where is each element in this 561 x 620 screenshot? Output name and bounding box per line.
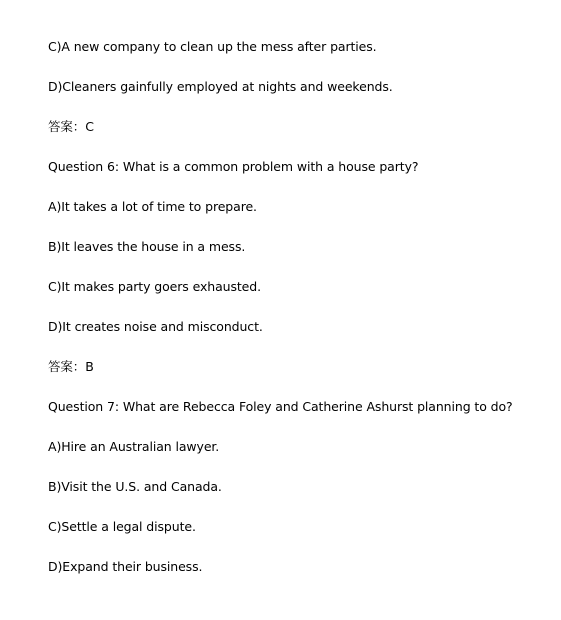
answer-q6: 答案：B: [48, 359, 94, 374]
option-b-q6: B)It leaves the house in a mess.: [48, 239, 246, 254]
option-c-q5: C)A new company to clean up the mess after parties.: [48, 39, 377, 54]
question-6: Question 6: What is a common problem with a house party?: [48, 159, 419, 174]
option-d-q7: D)Expand their business.: [48, 559, 203, 574]
answer-q5: 答案：C: [48, 119, 94, 134]
option-a-q7: A)Hire an Australian lawyer.: [48, 439, 220, 454]
option-c-q6: C)It makes party goers exhausted.: [48, 279, 261, 294]
option-d-q6: D)It creates noise and misconduct.: [48, 319, 263, 334]
document-body: [48, 37, 548, 597]
option-d-q5: D)Cleaners gainfully employed at nights and weekends.: [48, 79, 393, 94]
option-c-q7: C)Settle a legal dispute.: [48, 519, 196, 534]
question-7: Question 7: What are Rebecca Foley and Catherine Ashurst planning to do?: [48, 399, 513, 414]
option-b-q7: B)Visit the U.S. and Canada.: [48, 479, 222, 494]
option-a-q6: A)It takes a lot of time to prepare.: [48, 199, 257, 214]
